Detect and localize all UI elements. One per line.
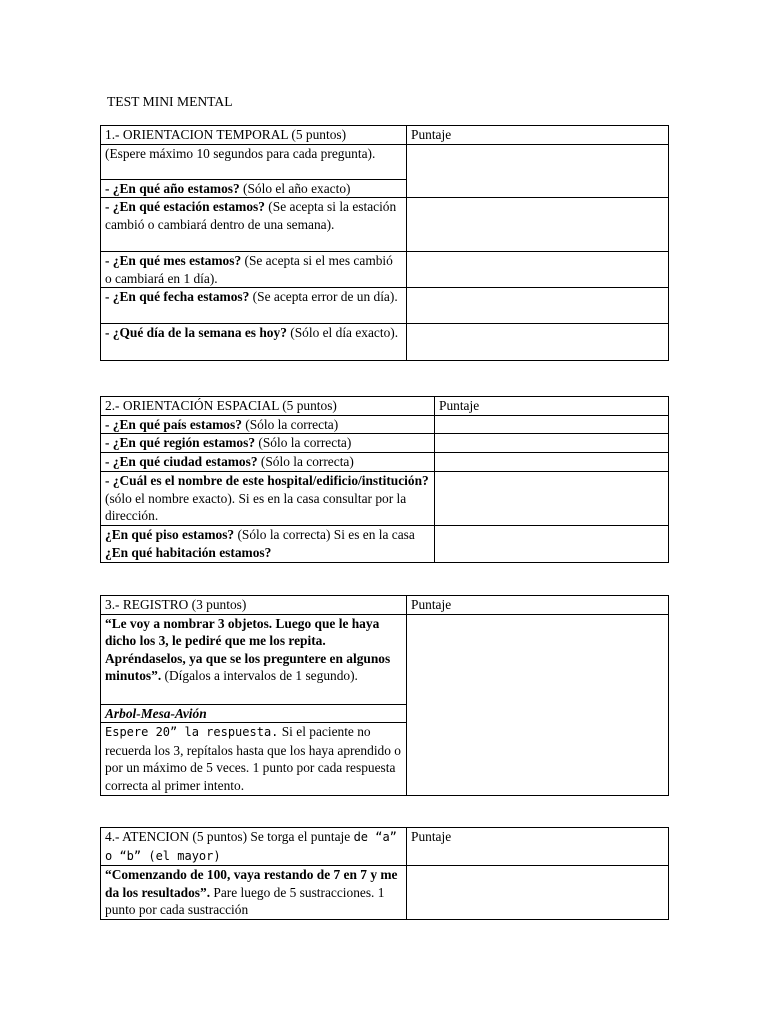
question-text: - ¿Cuál es el nombre de este hospital/edificio/institución?	[105, 473, 429, 489]
question-note: (Se acepta error de un día).	[249, 289, 398, 305]
question-note: (Se acepta si la estación cambió o cambiará dentro de una semana).	[105, 199, 397, 232]
question-cell	[101, 415, 435, 434]
question-text: - ¿En qué año estamos?	[105, 180, 240, 196]
section-header-note: de “a” o “b” (el mayor)	[105, 830, 397, 863]
section-header-text: 4.- ATENCION (5 puntos) Se torga el puntaje	[105, 829, 354, 844]
score-cell[interactable]	[407, 198, 669, 252]
question-note: (Sólo el día exacto).	[286, 325, 399, 341]
question-note: (Sólo el año exacto)	[239, 180, 351, 196]
score-cell[interactable]	[435, 526, 669, 563]
section-orientacion-espacial	[100, 396, 669, 563]
score-cell[interactable]	[407, 144, 669, 198]
question-cell	[101, 324, 407, 361]
instruction-text: “Le voy a nombrar 3 objetos. Luego que le haya dicho los 3, le pediré que me los repita. Apréndaselos, ya que se los preguntere en algunos minutos”.	[105, 615, 391, 684]
question-text: ¿En qué piso estamos?	[105, 527, 235, 543]
instruction-note: (Dígalos a intervalos de 1 segundo).	[161, 668, 358, 684]
instruction-cell	[101, 866, 407, 920]
objects-cell	[101, 704, 407, 723]
question-cell	[101, 198, 407, 252]
instruction-cell	[101, 723, 407, 795]
question-text: - ¿En qué estación estamos?	[105, 199, 265, 215]
section-orientacion-temporal	[100, 125, 669, 361]
section-header: 3.- REGISTRO (3 puntos)	[101, 596, 407, 615]
score-cell[interactable]	[407, 866, 669, 920]
objects-list: Arbol-Mesa-Avión	[105, 705, 207, 721]
question-note: (Sólo la correcta)	[241, 416, 339, 432]
score-header: Puntaje	[407, 828, 669, 866]
question-text: - ¿En qué fecha estamos?	[105, 289, 250, 305]
question-note: (Sólo la correcta)	[257, 454, 354, 470]
question-text: - ¿Qué día de la semana es hoy?	[105, 325, 287, 341]
score-cell[interactable]	[435, 415, 669, 434]
section-header: 1.- ORIENTACION TEMPORAL (5 puntos)	[101, 126, 407, 145]
score-cell[interactable]	[407, 252, 669, 288]
question-text: - ¿En qué región estamos?	[105, 435, 256, 451]
score-header: Puntaje	[435, 397, 669, 416]
instruction-text: “Comenzando de 100, vaya restando de 7 en 7 y me da los resultados”.	[105, 867, 398, 900]
question-note: (Se acepta si el mes cambió o cambiará en 1 día).	[105, 253, 393, 286]
question-note: (Sólo la correcta) Si es en la casa	[234, 527, 415, 543]
question-cell	[101, 453, 435, 472]
section-header	[101, 828, 407, 866]
question-cell	[101, 434, 435, 453]
instruction-note: Pare luego de 5 sustracciones. 1 punto por cada sustracción	[105, 884, 385, 918]
section-registro	[100, 595, 669, 796]
score-cell[interactable]	[435, 453, 669, 472]
instruction-note: Si el paciente no recuerda los 3, repítalos hasta que los haya aprendido o por un máximo de 5 veces. 1 punto por cada respuesta correcta al primer intento.	[105, 724, 401, 793]
question-cell	[101, 252, 407, 288]
score-cell[interactable]	[435, 472, 669, 526]
score-header: Puntaje	[407, 596, 669, 615]
score-header: Puntaje	[407, 126, 669, 145]
page-title: TEST MINI MENTAL	[107, 94, 233, 109]
score-cell[interactable]	[435, 434, 669, 453]
section-intro: (Espere máximo 10 segundos para cada pregunta).	[101, 144, 407, 179]
question-text: - ¿En qué país estamos?	[105, 416, 242, 432]
instruction-cell	[101, 614, 407, 704]
section-atencion	[100, 827, 669, 920]
score-cell[interactable]	[407, 324, 669, 361]
question-text: - ¿En qué ciudad estamos?	[105, 454, 258, 470]
question-cell	[101, 288, 407, 324]
question-note: (sólo el nombre exacto). Si es en la casa consultar por la dirección.	[105, 490, 407, 524]
question-cell	[101, 472, 435, 526]
score-cell[interactable]	[407, 614, 669, 795]
question-cell	[101, 179, 407, 198]
wait-note: Espere 20” la respuesta.	[105, 725, 279, 740]
question-text: - ¿En qué mes estamos?	[105, 253, 242, 269]
score-cell[interactable]	[407, 288, 669, 324]
question-text: ¿En qué habitación estamos?	[105, 544, 272, 560]
section-header: 2.- ORIENTACIÓN ESPACIAL (5 puntos)	[101, 397, 435, 416]
question-note: (Sólo la correcta)	[255, 435, 352, 451]
question-cell	[101, 526, 435, 563]
